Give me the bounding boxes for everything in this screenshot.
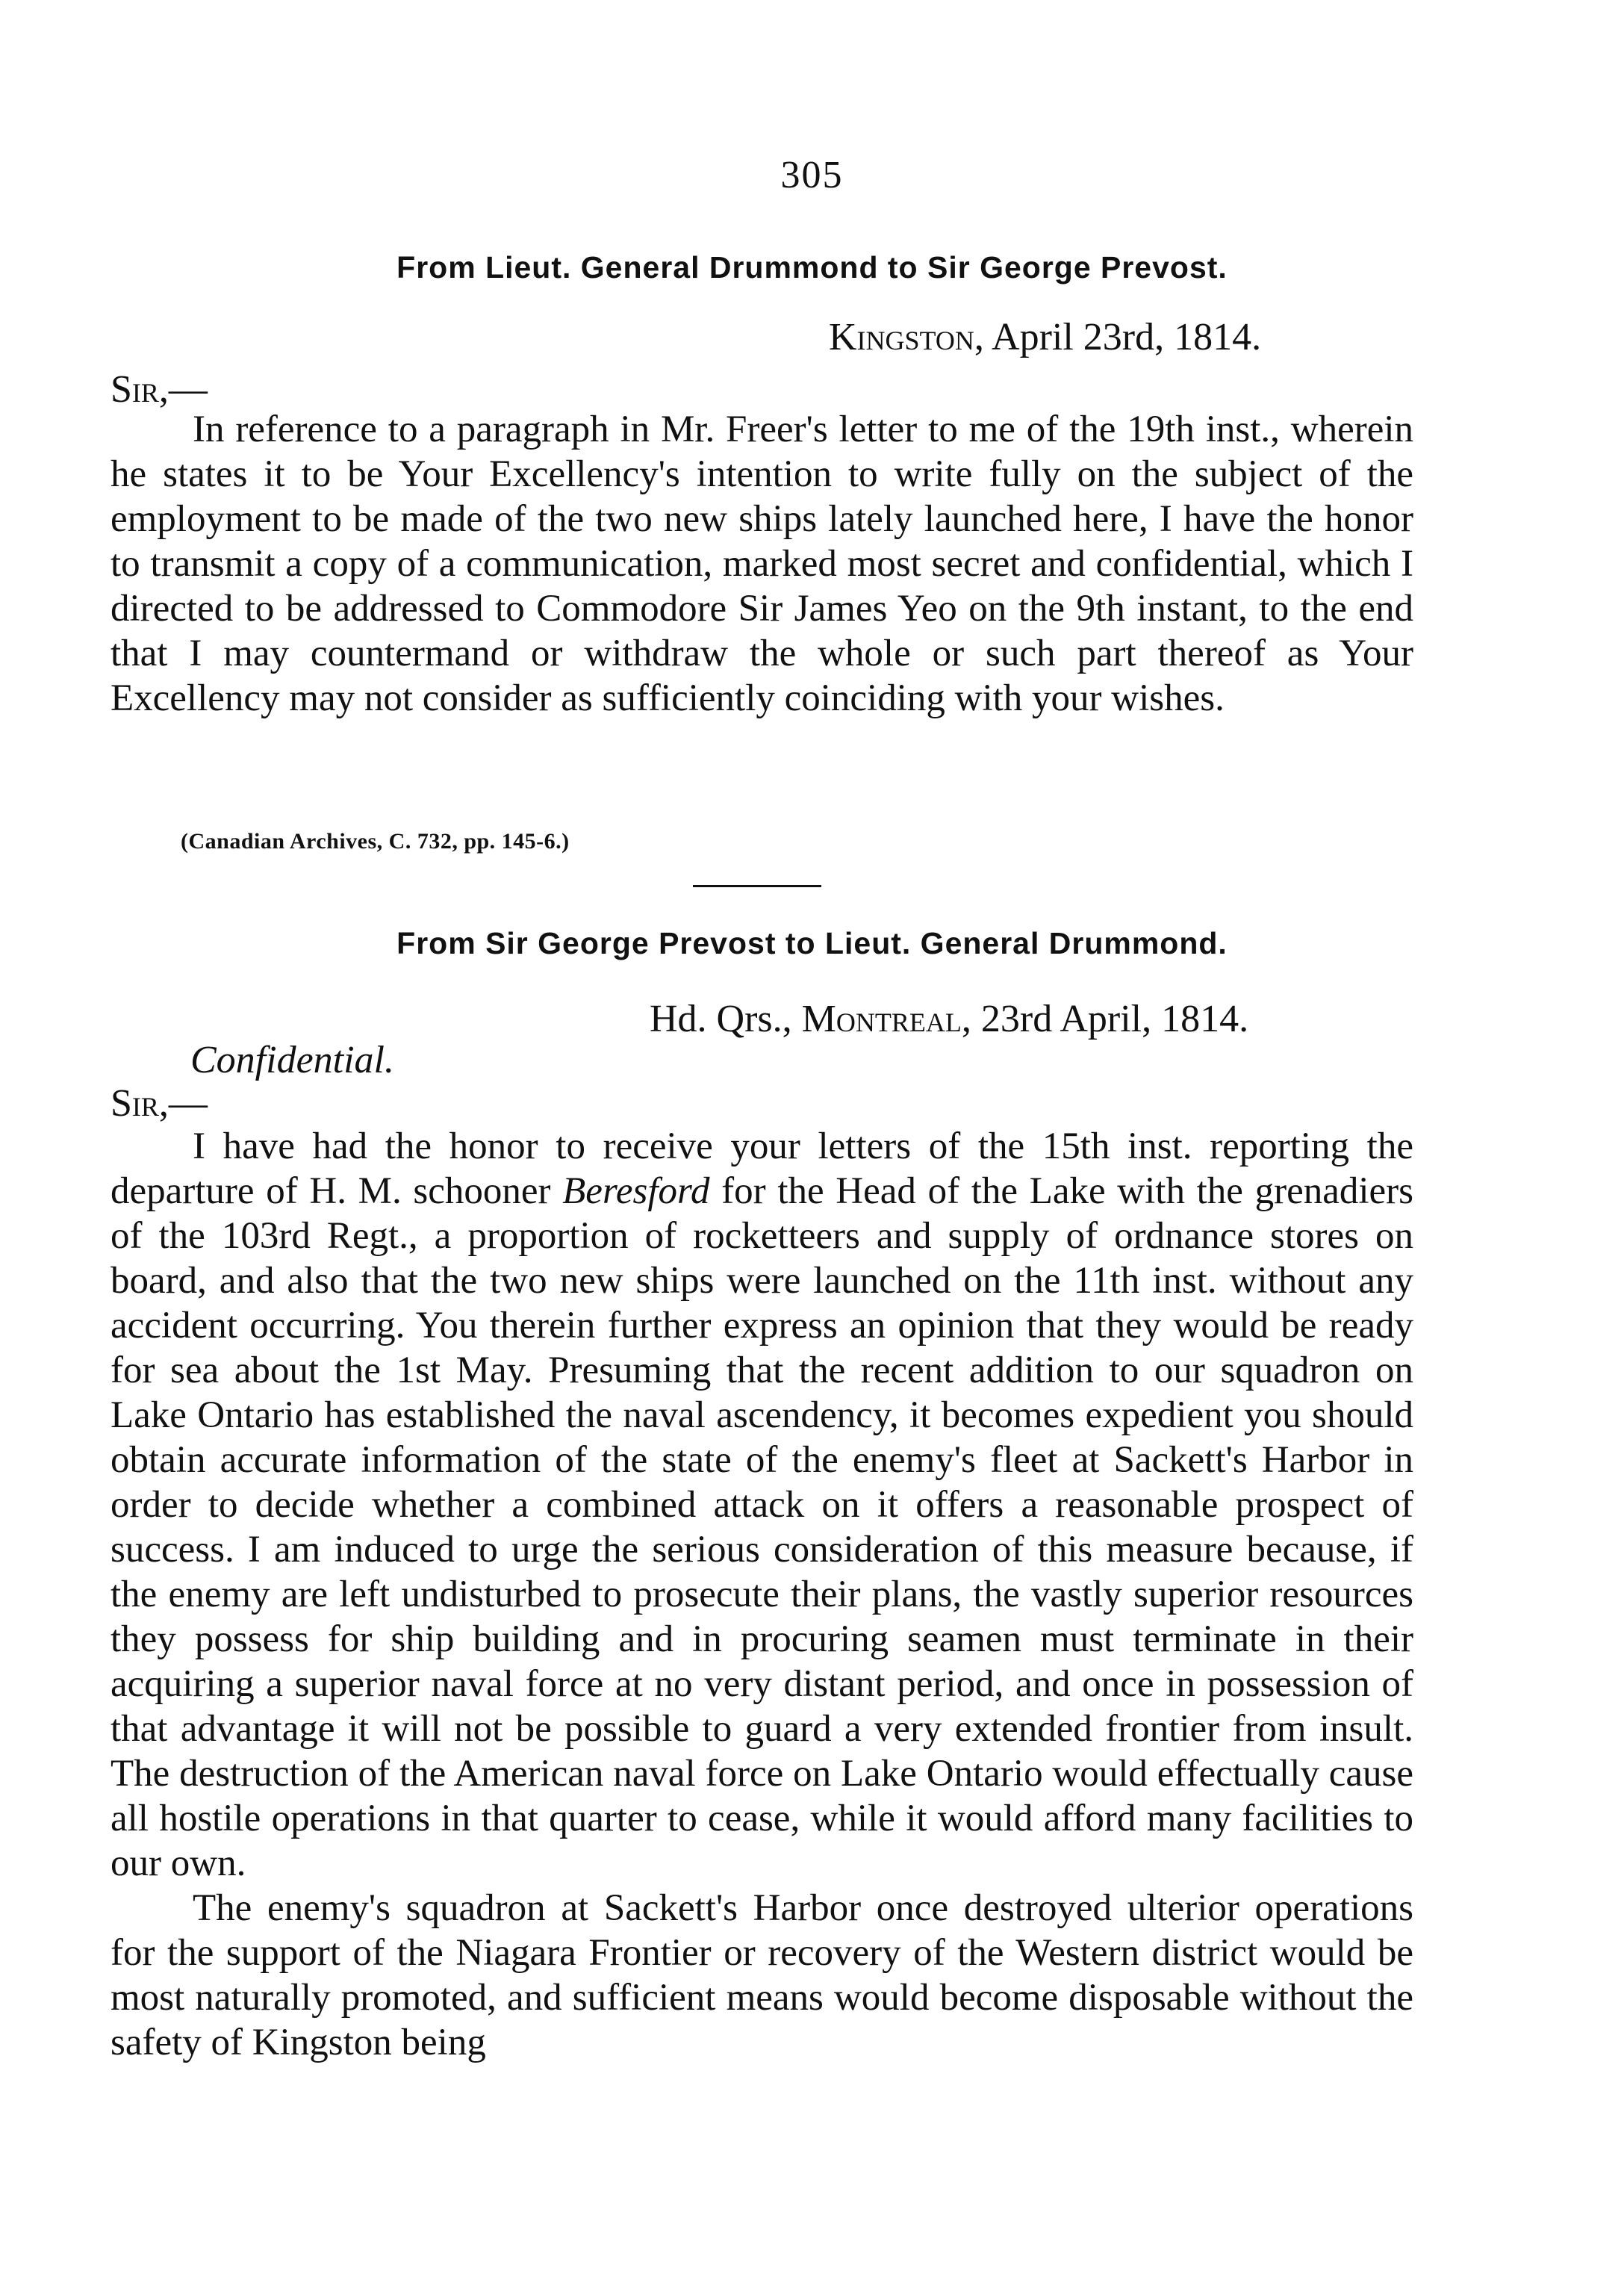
letter-1-paragraph: In reference to a paragraph in Mr. Freer's letter to me of the 19th inst., wherein he states it to be Your Excellency's intention to write fully on the subject of the employment to be made of the two new ships lately launched here, I have the honor to transmit a copy of a communication, marked most secret and confidential, which I directed to be addressed to Commodore Sir James Yeo on the 9th instant, to the end that I may countermand or withdraw the whole or such part thereof as Your Excellency may not consider as sufficiently coinciding with your wishes.: [111, 409, 1413, 719]
letter-1-dateline-place: Kingston: [829, 316, 974, 358]
letter-2-paragraph-1-start: I have had the honor to receive your letters of the 15th inst. reporting the departure of H. M. schooner: [111, 1125, 1413, 1212]
letter-2-paragraph-1: [111, 1124, 1413, 1886]
letter-1-dateline-date: , April 23rd, 1814.: [974, 316, 1262, 358]
letter-2-confidential-marking: Confidential.: [190, 1039, 394, 1081]
page-number: 305: [780, 154, 844, 196]
letter-1-dateline: [829, 315, 1261, 359]
letter-2-dateline-place: Montreal: [801, 998, 962, 1040]
letter-2-dateline: [650, 997, 1248, 1041]
letter-1-salutation: [111, 367, 208, 411]
letter-1-heading: From Lieut. General Drummond to Sir George Prevost.: [396, 250, 1228, 285]
letter-2-body: [111, 1124, 1413, 2065]
letter-2-salutation: [111, 1081, 208, 1125]
letter-2-dateline-date: , 23rd April, 1814.: [961, 998, 1249, 1040]
letter-1-source-citation: (Canadian Archives, C. 732, pp. 145-6.): [181, 829, 570, 854]
letter-2-dateline-prefix: Hd. Qrs.,: [650, 998, 802, 1040]
letter-2-salutation-text: Sir,—: [111, 1082, 208, 1125]
letter-2-paragraph-1-rest: for the Head of the Lake with the grenadiers of the 103rd Regt., a proportion of rocketteers and supply of ordnance stores on board, and also that the two new ships were launched on the 11th inst. without any accident occurring. You therein further express an opinion that they would be ready for sea about the 1st May. Presuming that the recent addition to our squadron on Lake Ontario has established the naval ascendency, it becomes expedient you should obtain accurate information of the state of the enemy's fleet at Sackett's Harbor in order to decide whether a combined attack on it offers a reasonable prospect of success. I am induced to urge the serious consideration of this measure because, if the enemy are left undisturbed to prosecute their plans, the vastly superior resources they possess for ship building and in procuring seamen must terminate in their acquiring a superior naval force at no very distant period, and once in possession of that advantage it will not be possible to guard a very extended frontier from insult. The destruction of the American naval force on Lake Ontario would effectually cause all hostile operations in that quarter to cease, while it would afford many facilities to our own.: [111, 1170, 1413, 1884]
letter-1-salutation-text: Sir,—: [111, 368, 208, 411]
ship-name: Beresford: [562, 1170, 710, 1212]
letter-2-heading: From Sir George Prevost to Lieut. General Drummond.: [396, 926, 1228, 960]
section-divider: [693, 885, 821, 887]
letter-1-body: [111, 407, 1413, 721]
letter-2-paragraph-2: The enemy's squadron at Sackett's Harbor once destroyed ulterior operations for the support of the Niagara Frontier or recovery of the Western district would be most naturally promoted, and sufficient means would become disposable without the safety of Kingston being: [111, 1887, 1413, 2063]
